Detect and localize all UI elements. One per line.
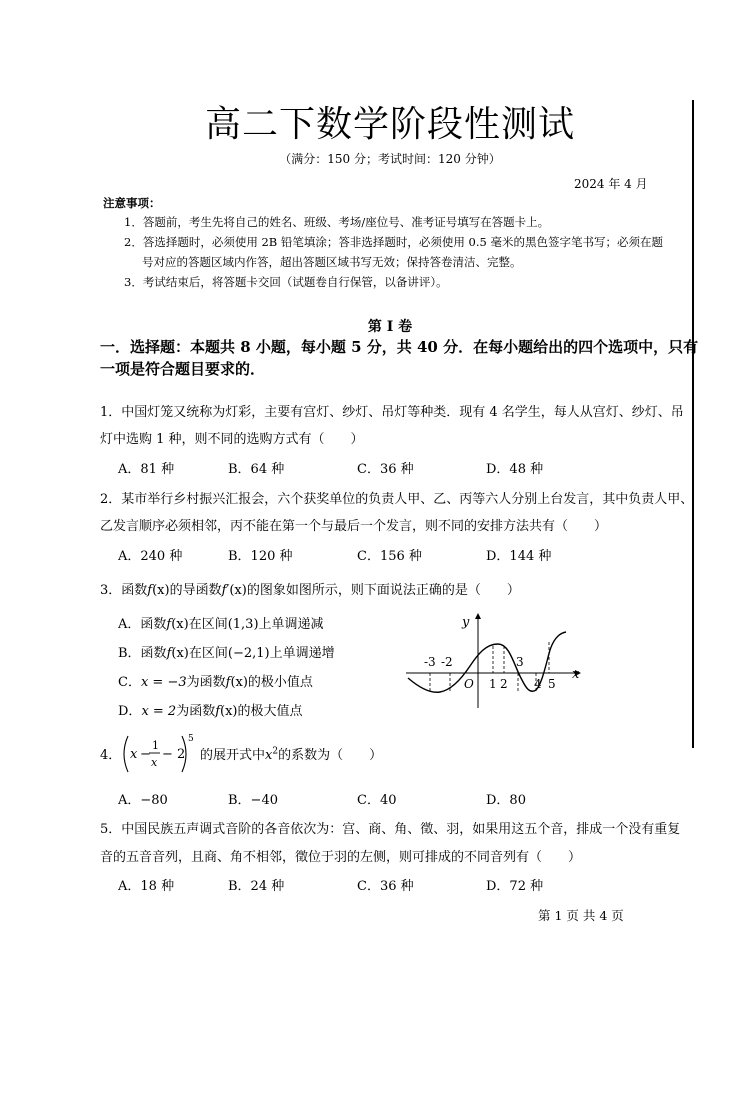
svg-text:−: − <box>140 747 151 762</box>
question-5-line2: 音的五音音列，且商、角不相邻，徵位于羽的左侧，则可排成的不同音列有（ ） <box>100 850 582 865</box>
origin-label: O <box>464 677 474 691</box>
q2-option-c: C．156 种 <box>357 549 422 564</box>
q1-option-a: A．81 种 <box>118 462 175 477</box>
q3-option-b: B．函数f(x)在区间(−2,1)上单调递增 <box>118 646 335 661</box>
q5-option-d: D．72 种 <box>486 879 544 894</box>
tick-label: 3 <box>516 655 524 669</box>
svg-text:− 2: − 2 <box>162 747 186 762</box>
q5-option-b: B．24 种 <box>228 879 285 894</box>
q2-option-d: D．144 种 <box>486 549 552 564</box>
question-3-stem: 3．函数f(x)的导函数f′(x)的图象如图所示，则下面说法正确的是（ ） <box>100 583 520 598</box>
exam-info: （满分：150 分；考试时间：120 分钟） <box>279 152 501 166</box>
svg-text:1: 1 <box>152 739 159 752</box>
section-heading-line2: 一项是符合题目要求的． <box>100 360 266 378</box>
x-axis-label: x <box>572 667 580 682</box>
q1-option-d: D．48 种 <box>486 462 544 477</box>
question-1-line2: 灯中选购 1 种，则不同的选购方式有（ ） <box>100 432 364 447</box>
y-axis-label: y <box>462 615 470 630</box>
exam-date: 2024 年 4 月 <box>574 177 648 191</box>
notice-item-2-cont: 号对应的答题区域内作答，超出答题区域书写无效；保持答卷清洁、完整。 <box>142 255 522 269</box>
notice-title: 注意事项： <box>103 196 161 210</box>
page-title: 高二下数学阶段性测试 <box>204 104 575 145</box>
q5-option-a: A．18 种 <box>118 879 175 894</box>
tick-label: 1 <box>489 677 497 691</box>
q1-option-b: B．64 种 <box>228 462 285 477</box>
q2-option-b: B．120 种 <box>228 549 293 564</box>
tick-label: 2 <box>500 677 508 691</box>
q4-option-d: D．80 <box>486 793 526 808</box>
section-title: 第 I 卷 <box>367 319 413 335</box>
margin-rule <box>692 100 694 748</box>
notice-item-1: 1．答题前，考生先将自己的姓名、班级、考场/座位号、准考证号填写在答题卡上。 <box>124 215 550 229</box>
q4-option-b: B．−40 <box>228 793 278 808</box>
question-2-line1: 2．某市举行乡村振兴汇报会，六个获奖单位的负责人甲、乙、丙等六人分别上台发言，其中负责人甲、 <box>100 492 694 507</box>
q3-option-c: C．x = −3为函数f(x)的极小值点 <box>118 675 313 690</box>
page-footer: 第 1 页 共 4 页 <box>538 908 624 923</box>
derivative-graph <box>400 608 590 713</box>
q4-option-c: C．40 <box>357 793 397 808</box>
q4-option-a: A．−80 <box>118 793 168 808</box>
tick-label: -2 <box>441 655 453 669</box>
notice-item-2: 2．答选择题时，必须使用 2B 铅笔填涂；答非选择题时，必须使用 0.5 毫米的黑色签字笔书写；必须在题 <box>124 235 663 249</box>
svg-text:x: x <box>130 747 138 762</box>
question-1-line1: 1．中国灯笼又统称为灯彩，主要有宫灯、纱灯、吊灯等种类．现有 4 名学生，每人从宫灯、纱灯、吊 <box>100 405 684 420</box>
tick-label: 4 <box>534 677 542 691</box>
q2-option-a: A．240 种 <box>118 549 183 564</box>
q3-option-d: D．x = 2为函数f(x)的极大值点 <box>118 704 303 719</box>
q1-option-c: C．36 种 <box>357 462 414 477</box>
q3-option-a: A．函数f(x)在区间(1,3)上单调递减 <box>118 617 324 632</box>
question-2-line2: 乙发言顺序必须相邻，丙不能在第一个与最后一个发言，则不同的安排方法共有（ ） <box>100 519 608 534</box>
q5-option-c: C．36 种 <box>357 879 414 894</box>
tick-label: 5 <box>548 677 556 691</box>
svg-text:x: x <box>151 756 158 769</box>
tick-label: -3 <box>424 655 436 669</box>
section-heading-line1: 一．选择题：本题共 8 小题，每小题 5 分，共 40 分．在每小题给出的四个选项中，只有 <box>100 338 699 356</box>
binomial-expression <box>120 732 200 776</box>
question-5-line1: 5．中国民族五声调式音阶的各音依次为：宫、商、角、徵、羽，如果用这五个音，排成一个没有重复 <box>100 822 681 837</box>
svg-text:5: 5 <box>188 734 194 744</box>
notice-item-3: 3．考试结束后，将答题卡交回（试题卷自行保管，以备讲评）。 <box>124 275 448 289</box>
